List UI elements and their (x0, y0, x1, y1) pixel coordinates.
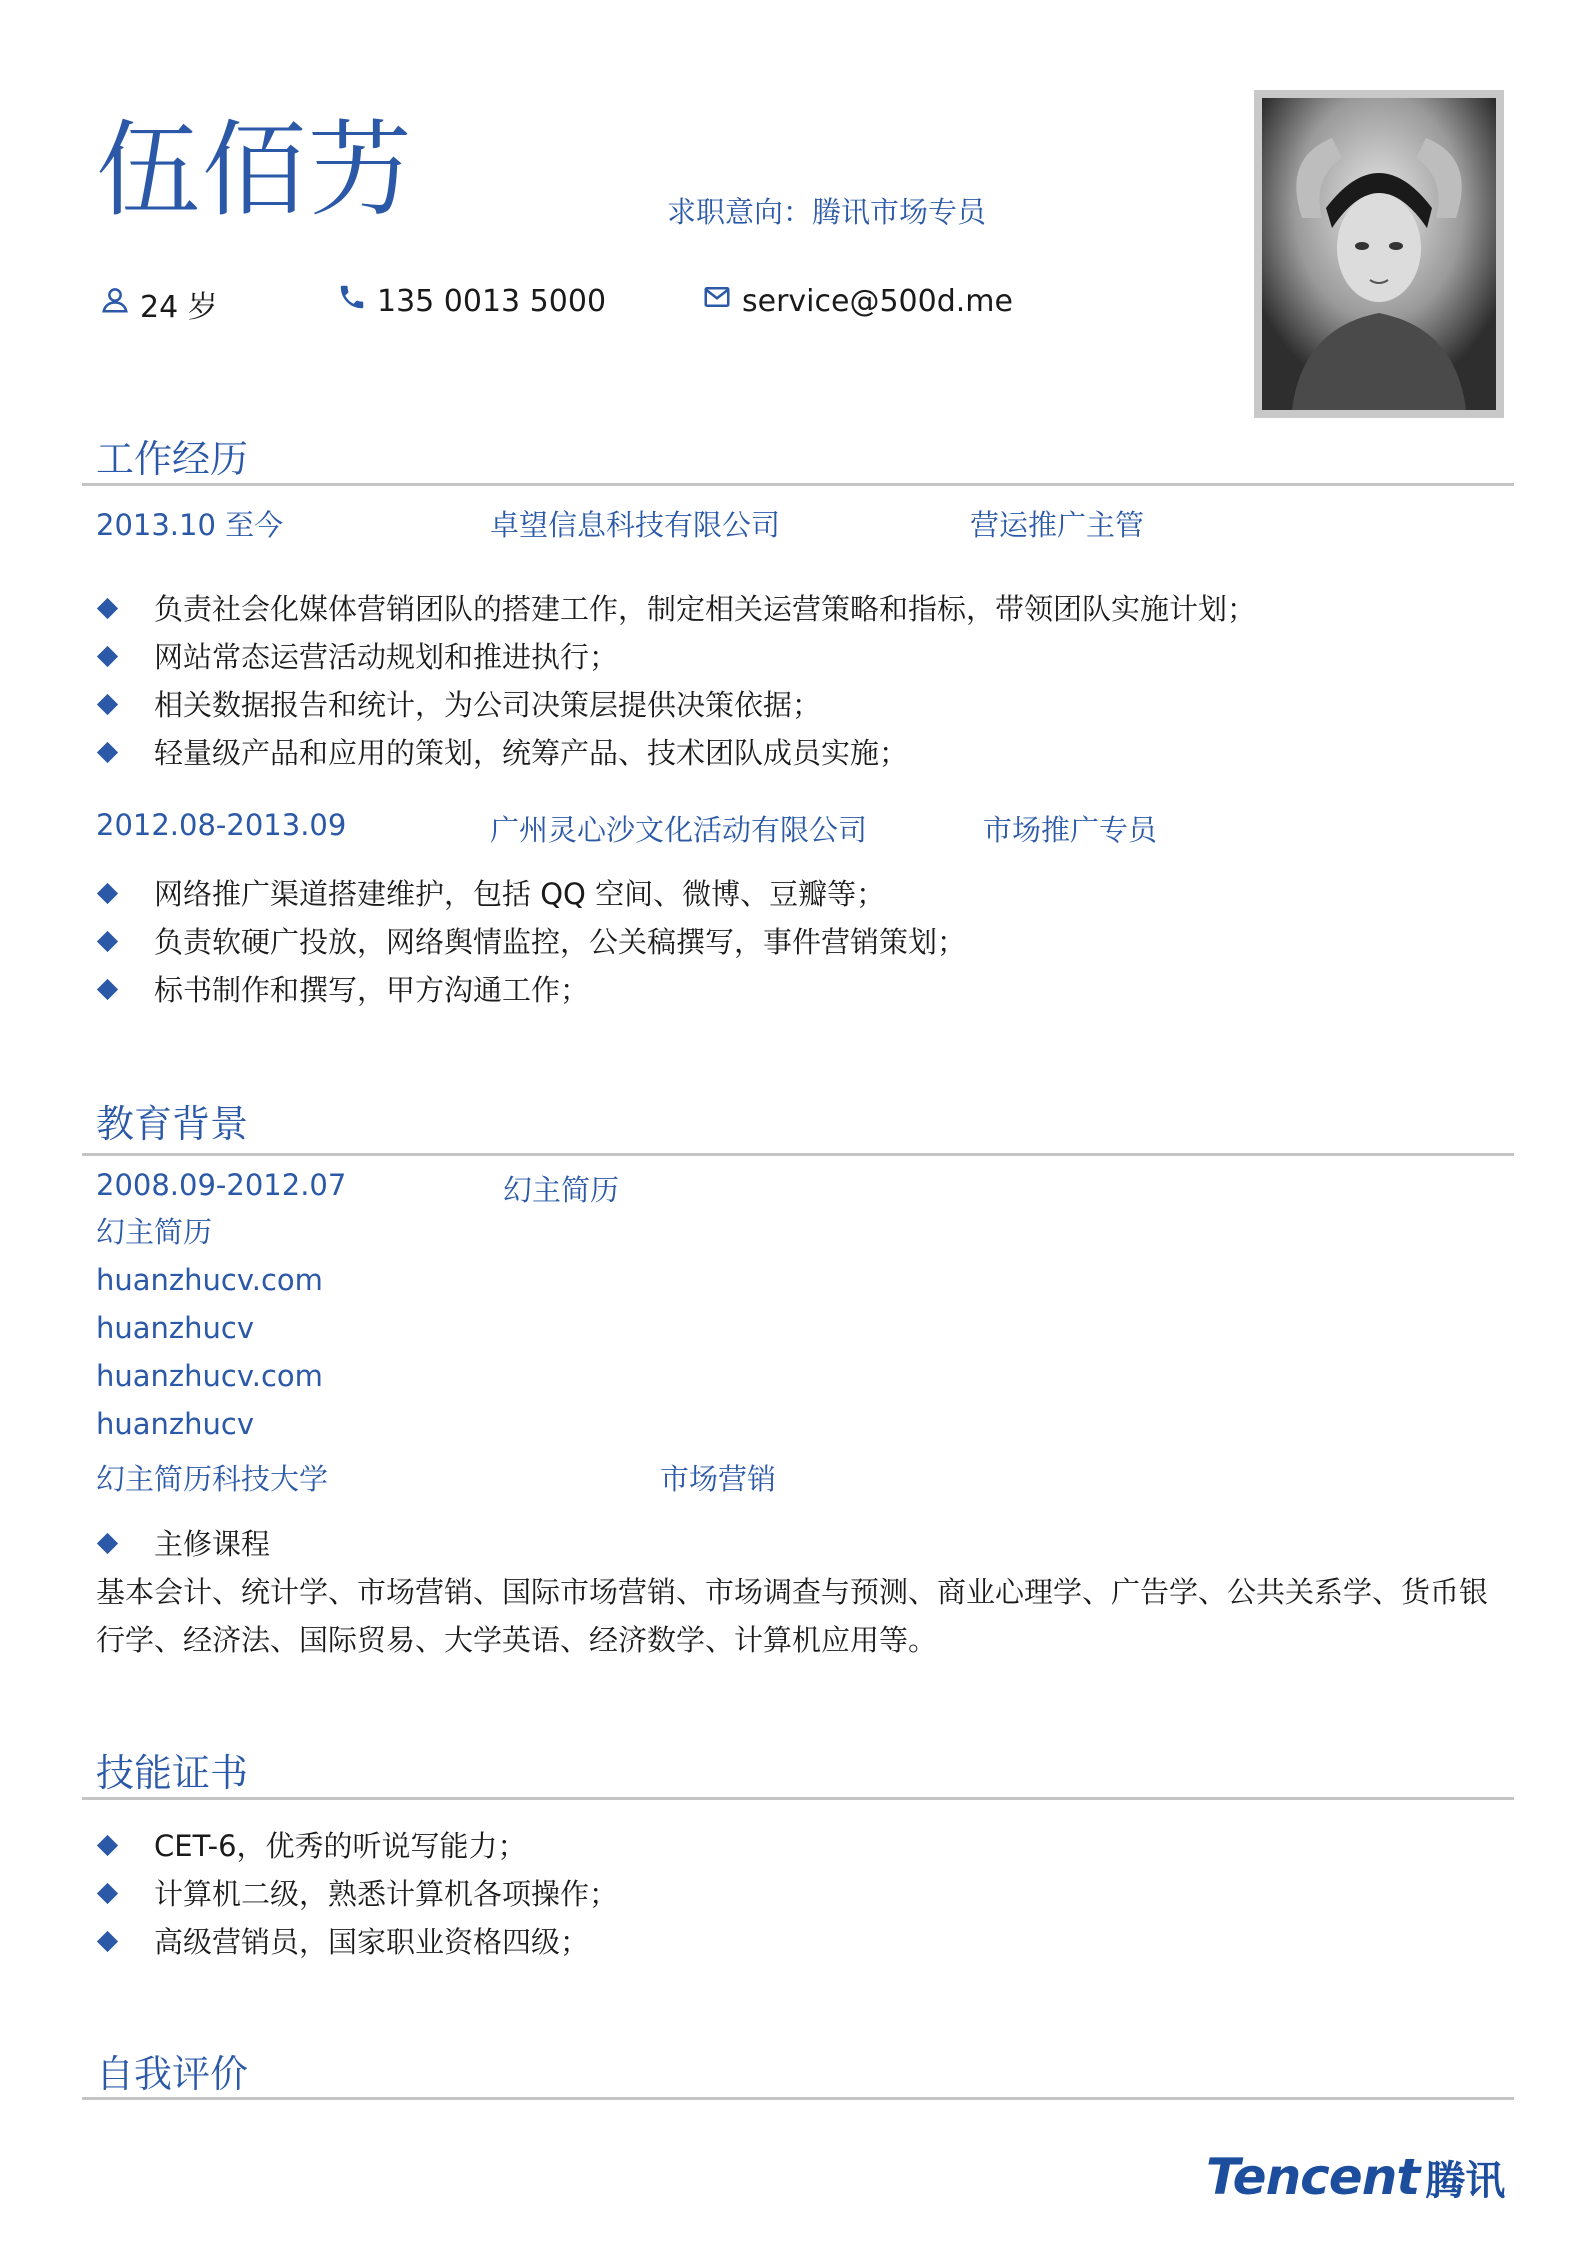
education-line: 幻主简历 (96, 1215, 213, 1249)
list-item: 相关数据报告和统计，为公司决策层提供决策依据； (96, 681, 1256, 729)
section-title-skills: 技能证书 (96, 1751, 249, 1795)
course-heading-list (96, 1520, 270, 1568)
diamond-bullet-icon (97, 694, 118, 715)
job-period: 2013.10 至今 (96, 508, 284, 542)
diamond-bullet-icon (97, 1835, 118, 1856)
job-duties-list (96, 585, 1256, 777)
list-item: 标书制作和撰写，甲方沟通工作； (96, 966, 966, 1014)
job-intent-value: 腾讯市场专员 (812, 195, 987, 229)
section-divider (82, 2097, 1514, 2100)
list-item: 网络推广渠道搭建维护，包括 QQ 空间、微博、豆瓣等； (96, 870, 966, 918)
job-period: 2012.08-2013.09 (96, 808, 347, 842)
section-title-work: 工作经历 (96, 437, 249, 481)
education-line: huanzhucv.com (96, 1359, 323, 1393)
diamond-bullet-icon (97, 646, 118, 667)
user-icon (100, 285, 130, 323)
section-divider (82, 483, 1514, 486)
education-major: 市场营销 (660, 1462, 777, 1496)
diamond-bullet-icon (97, 931, 118, 952)
list-item: CET-6，优秀的听说写能力； (96, 1822, 618, 1870)
job-intent-label: 求职意向： (667, 195, 813, 229)
list-item: 负责软硬广投放，网络舆情监控，公关稿撰写，事件营销策划； (96, 918, 966, 966)
diamond-bullet-icon (97, 1931, 118, 1952)
section-title-self: 自我评价 (96, 2052, 249, 2096)
list-item: 网站常态运营活动规划和推进执行； (96, 633, 1256, 681)
tencent-logo (1206, 2148, 1505, 2206)
education-line: huanzhucv (96, 1407, 254, 1441)
diamond-bullet-icon (97, 1533, 118, 1554)
diamond-bullet-icon (97, 742, 118, 763)
contact-phone (337, 282, 606, 320)
job-intent (667, 190, 986, 231)
skills-list (96, 1822, 618, 1966)
section-title-education: 教育背景 (96, 1102, 249, 1146)
phone-icon (337, 282, 367, 320)
tencent-logo-cn: 腾讯 (1425, 2158, 1506, 2204)
profile-photo (1254, 90, 1504, 418)
list-item: 计算机二级，熟悉计算机各项操作； (96, 1870, 618, 1918)
job-company: 卓望信息科技有限公司 (490, 508, 781, 542)
education-school: 幻主简历科技大学 (96, 1462, 329, 1496)
section-divider (82, 1153, 1514, 1156)
job-duties-list (96, 870, 966, 1014)
diamond-bullet-icon (97, 1883, 118, 1904)
list-item: 高级营销员，国家职业资格四级； (96, 1918, 618, 1966)
age-text: 24 岁 (140, 290, 218, 325)
job-position: 营运推广主管 (970, 508, 1145, 542)
education-line: huanzhucv (96, 1311, 254, 1345)
diamond-bullet-icon (97, 883, 118, 904)
list-item: 主修课程 (96, 1520, 270, 1568)
mail-icon (702, 282, 732, 320)
diamond-bullet-icon (97, 598, 118, 619)
job-position: 市场推广专员 (983, 813, 1158, 847)
phone-text: 135 0013 5000 (377, 283, 607, 319)
education-line: huanzhucv.com (96, 1263, 323, 1297)
contact-email (702, 282, 1013, 320)
education-period: 2008.09-2012.07 (96, 1168, 347, 1202)
tencent-logo-en: Tencent (1206, 2148, 1420, 2206)
course-list-text: 基本会计、统计学、市场营销、国际市场营销、市场调查与预测、商业心理学、广告学、公共关系学、货币银行学、经济法、国际贸易、大学英语、经济数学、计算机应用等。 (96, 1575, 1489, 1657)
resume-name: 伍佰艻 (96, 109, 415, 231)
education-period-school: 幻主简历 (503, 1173, 620, 1207)
list-item: 轻量级产品和应用的策划，统筹产品、技术团队成员实施； (96, 729, 1256, 777)
diamond-bullet-icon (97, 979, 118, 1000)
section-divider (82, 1797, 1514, 1800)
contact-age (100, 282, 218, 326)
education-details (96, 1208, 323, 1448)
list-item: 负责社会化媒体营销团队的搭建工作，制定相关运营策略和指标，带领团队实施计划； (96, 585, 1256, 633)
job-company: 广州灵心沙文化活动有限公司 (490, 813, 868, 847)
email-text: service@500d.me (742, 283, 1013, 319)
